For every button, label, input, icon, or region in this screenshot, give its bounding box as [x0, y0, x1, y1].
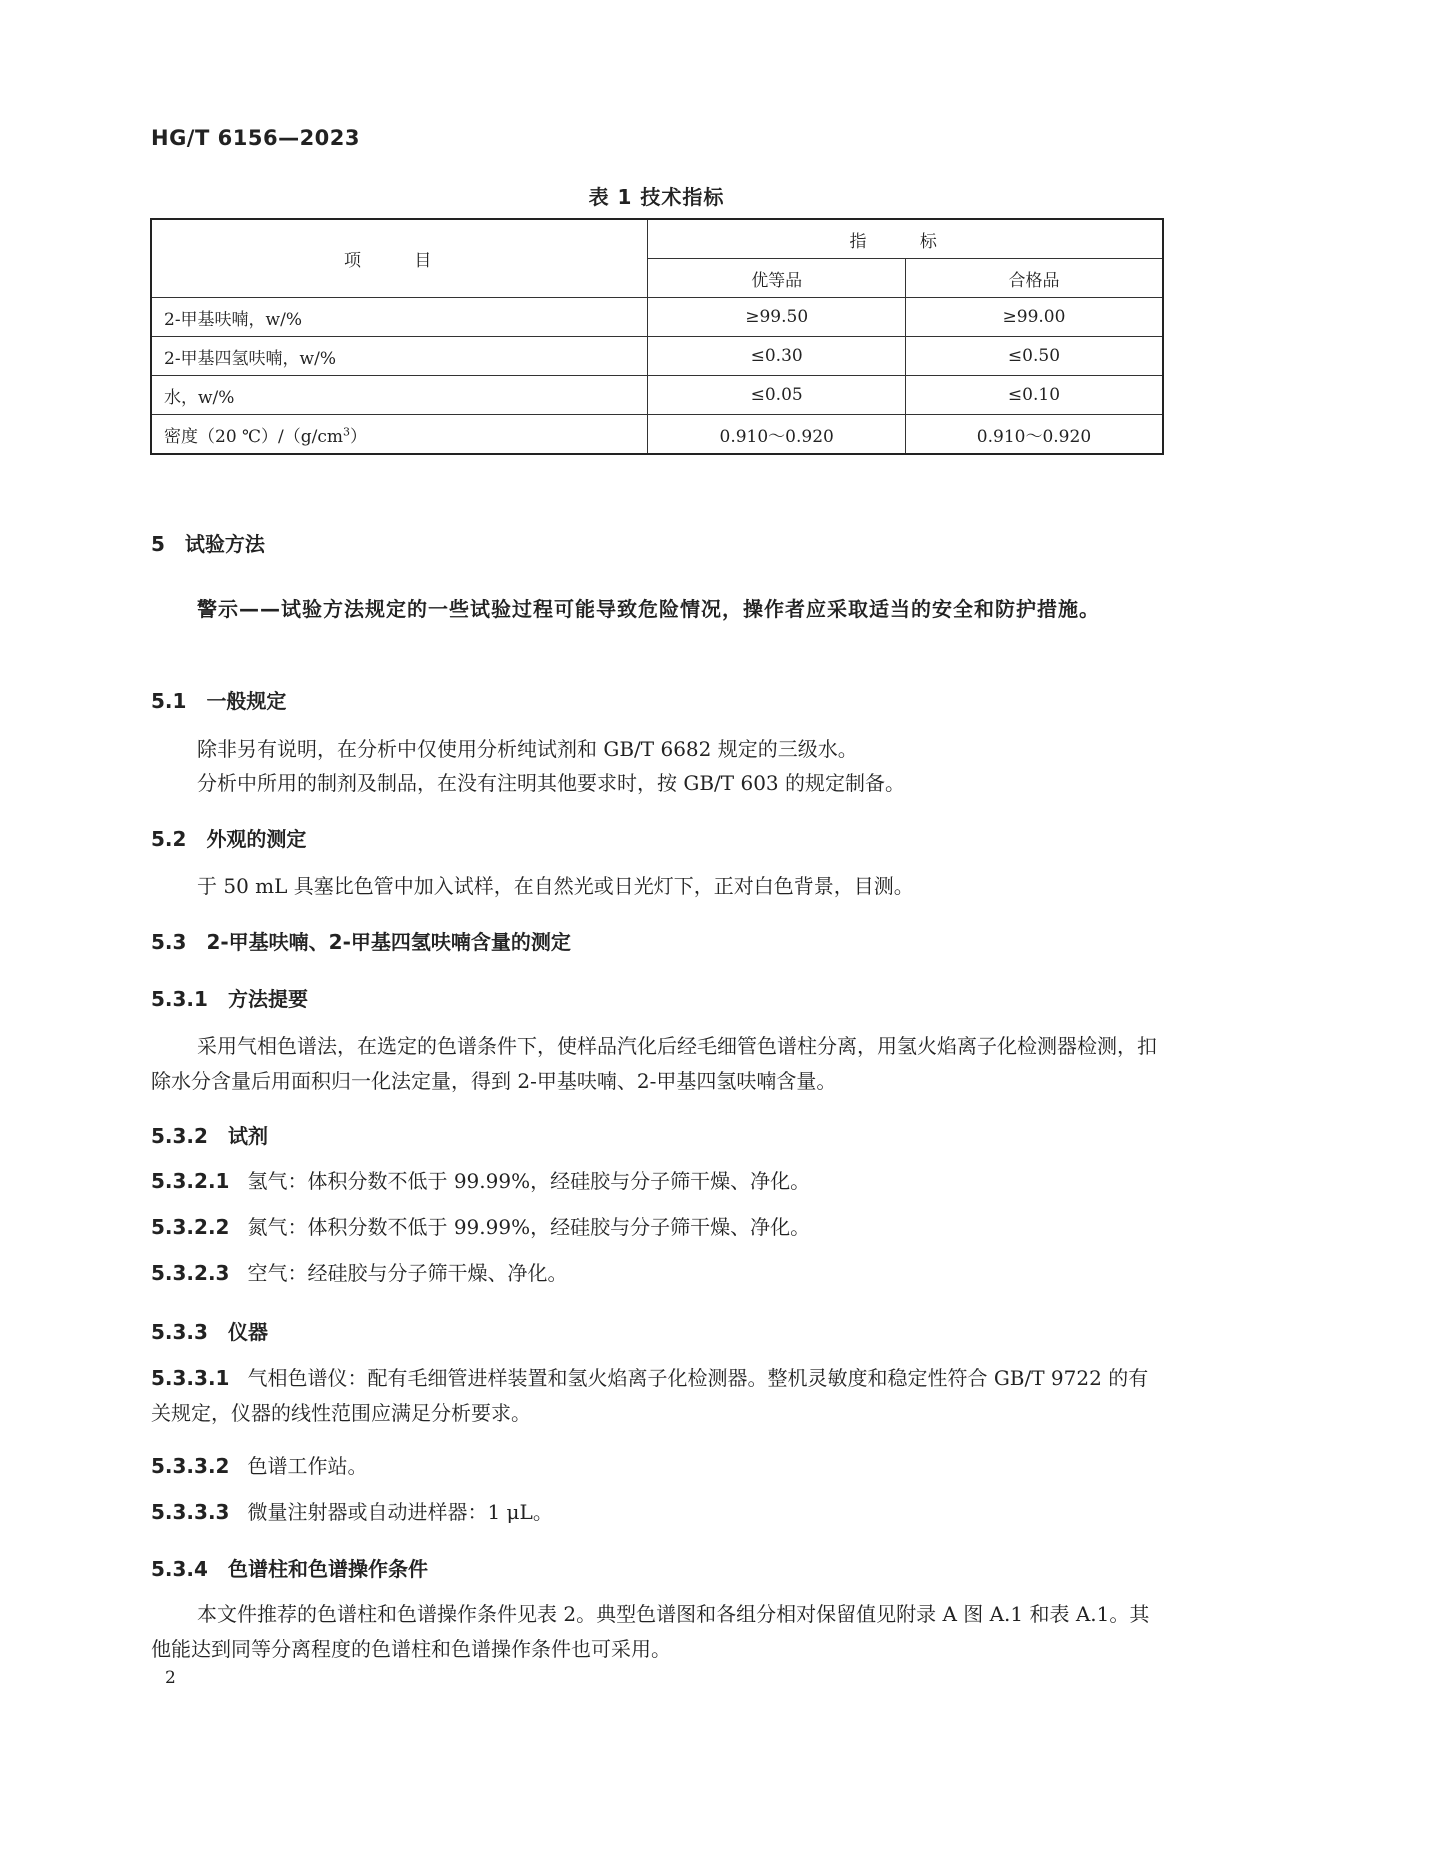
header-grade2-cell: 合格品 — [905, 259, 1163, 298]
table-row — [151, 376, 1163, 415]
row-grade2-cell: ≥99.00 — [905, 298, 1163, 337]
row-item-cell: 水，w/% — [151, 376, 648, 415]
safety-warning: 警示——试验方法规定的一些试验过程可能导致危险情况，操作者应采取适当的安全和防护措施。 — [197, 597, 1100, 621]
row-grade2-cell: ≤0.10 — [905, 376, 1163, 415]
row-grade1-cell: 0.910～0.920 — [648, 415, 906, 455]
row-grade2-cell: 0.910～0.920 — [905, 415, 1163, 455]
table-caption: 表 1 技术指标 — [588, 185, 725, 209]
table-header-row — [151, 219, 1163, 259]
section-heading: 5.3.4 色谱柱和色谱操作条件 — [151, 1557, 428, 1581]
list-item: 5.3.2.1 氢气：体积分数不低于 99.99%，经硅胶与分子筛干燥、净化。 — [151, 1169, 811, 1193]
section-heading: 5.3.3 仪器 — [151, 1320, 268, 1344]
list-item: 5.3.3.3 微量注射器或自动进样器：1 μL。 — [151, 1500, 553, 1524]
paragraph: 分析中所用的制剂及制品，在没有注明其他要求时，按 GB/T 603 的规定制备。 — [197, 771, 905, 795]
row-item-cell: 2-甲基呋喃，w/% — [151, 298, 648, 337]
list-item: 5.3.3.1 气相色谱仪：配有毛细管进样装置和氢火焰离子化检测器。整机灵敏度和稳定性符合 GB/T 9722 的有关规定，仪器的线性范围应满足分析要求。 — [151, 1366, 1149, 1425]
section-heading: 5 试验方法 — [151, 532, 265, 556]
section-heading: 5.3 2-甲基呋喃、2-甲基四氢呋喃含量的测定 — [151, 930, 571, 954]
row-grade1-cell: ≤0.05 — [648, 376, 906, 415]
section-heading: 5.3.2 试剂 — [151, 1124, 268, 1148]
header-grade1-cell: 优等品 — [648, 259, 906, 298]
row-grade1-cell: ≥99.50 — [648, 298, 906, 337]
table-row — [151, 298, 1163, 337]
technical-index-table — [150, 218, 1164, 455]
paragraph: 除非另有说明，在分析中仅使用分析纯试剂和 GB/T 6682 规定的三级水。 — [197, 737, 858, 761]
table-row — [151, 415, 1163, 455]
row-item-cell: 2-甲基四氢呋喃，w/% — [151, 337, 648, 376]
row-item-cell: 密度（20 $℃)/(g/cm^3)$ — [151, 415, 648, 455]
paragraph: 于 50 mL 具塞比色管中加入试样，在自然光或日光灯下，正对白色背景，目测。 — [197, 874, 914, 898]
row-grade2-cell: ≤0.50 — [905, 337, 1163, 376]
list-item: 5.3.2.2 氮气：体积分数不低于 99.99%，经硅胶与分子筛干燥、净化。 — [151, 1215, 811, 1239]
paragraph: 本文件推荐的色谱柱和色谱操作条件见表 2。典型色谱图和各组分相对保留值见附录 A 图 A.1 和表 A.1。其他能达到同等分离程度的色谱柱和色谱操作条件也可采用。 — [151, 1602, 1150, 1661]
standard-code: HG/T 6156—2023 — [151, 126, 361, 150]
header-item-cell: 项 目 — [151, 219, 648, 298]
list-item: 5.3.2.3 空气：经硅胶与分子筛干燥、净化。 — [151, 1261, 568, 1285]
paragraph: 采用气相色谱法，在选定的色谱条件下，使样品汽化后经毛细管色谱柱分离，用氢火焰离子化检测器检测，扣除水分含量后用面积归一化法定量，得到 2-甲基呋喃、2-甲基四氢呋喃含量。 — [151, 1034, 1157, 1093]
section-heading: 5.3.1 方法提要 — [151, 987, 308, 1011]
header-index-cell: 指 标 — [648, 219, 1163, 259]
page-number: 2 — [165, 1668, 176, 1688]
list-item: 5.3.3.2 色谱工作站。 — [151, 1454, 368, 1478]
row-grade1-cell: ≤0.30 — [648, 337, 906, 376]
section-heading: 5.1 一般规定 — [151, 689, 287, 713]
table-row — [151, 337, 1163, 376]
section-heading: 5.2 外观的测定 — [151, 827, 307, 851]
